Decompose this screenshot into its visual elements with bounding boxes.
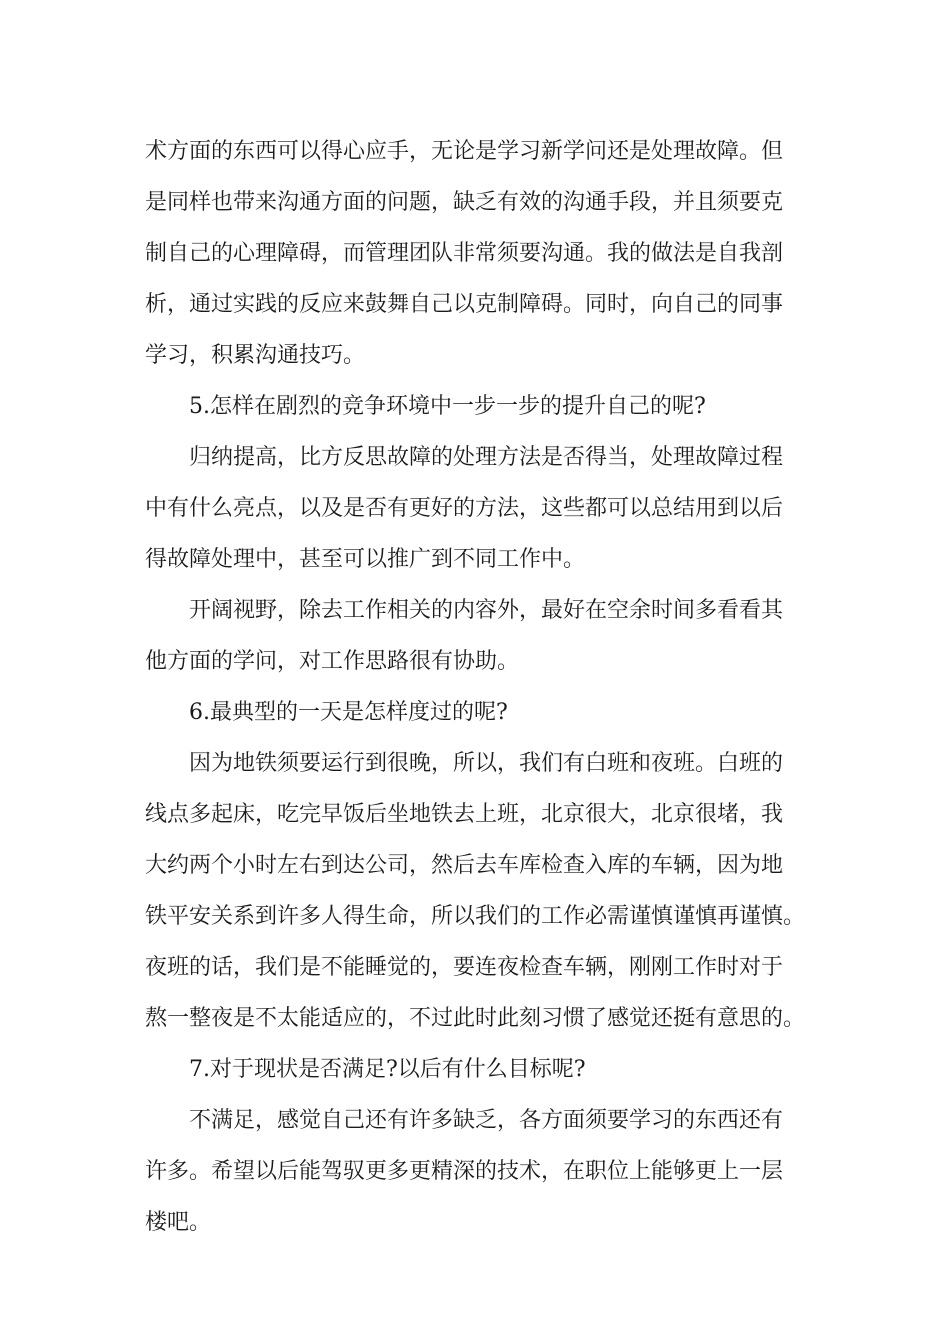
- text-line: 他方面的学问，对工作思路很有协助。: [145, 649, 520, 674]
- text-line: 术方面的东西可以得心应手，无论是学习新学问还是处理故障。但: [145, 139, 784, 164]
- answer-5-paragraph-2: [145, 585, 825, 687]
- text-line: 制自己的心理障碍，而管理团队非常须要沟通。我的做法是自我剖: [145, 241, 784, 266]
- text-line: 熬一整夜是不太能适应的，不过此时此刻习惯了感觉还挺有意思的。: [145, 1006, 806, 1031]
- text-line: 线点多起床，吃完早饭后坐地铁去上班，北京很大，北京很堵，我: [145, 802, 784, 827]
- paragraph-intro-continuation: [145, 126, 825, 381]
- text-line: 开阔视野，除去工作相关的内容外，最好在空余时间多看看其: [189, 598, 784, 623]
- text-line: 因为地铁须要运行到很晚，所以，我们有白班和夜班。白班的: [189, 751, 784, 776]
- answer-6-paragraph: [145, 738, 825, 1044]
- text-line: 夜班的话，我们是不能睡觉的，要连夜检查车辆，刚刚工作时对于: [145, 955, 784, 980]
- text-line: 大约两个小时左右到达公司，然后去车库检查入库的车辆，因为地: [145, 853, 784, 878]
- answer-7-paragraph: [145, 1095, 825, 1248]
- text-line: 7.对于现状是否满足?以后有什么目标呢?: [189, 1057, 586, 1082]
- text-line: 不满足，感觉自己还有许多缺乏，各方面须要学习的东西还有: [189, 1108, 784, 1133]
- question-5-heading: [145, 381, 825, 432]
- text-line: 5.怎样在剧烈的竞争环境中一步一步的提升自己的呢?: [189, 394, 706, 419]
- question-7-heading: [145, 1044, 825, 1095]
- question-6-heading: [145, 687, 825, 738]
- document-body: [145, 126, 825, 1248]
- text-line: 许多。希望以后能驾驭更多更精深的技术，在职位上能够更上一层: [145, 1159, 784, 1184]
- text-line: 铁平安关系到许多人得生命，所以我们的工作必需谨慎谨慎再谨慎。: [145, 904, 806, 929]
- text-line: 6.最典型的一天是怎样度过的呢?: [189, 700, 508, 725]
- text-line: 楼吧。: [145, 1210, 212, 1235]
- text-line: 得故障处理中，甚至可以推广到不同工作中。: [145, 547, 586, 572]
- text-line: 学习，积累沟通技巧。: [145, 343, 366, 368]
- text-line: 中有什么亮点，以及是否有更好的方法，这些都可以总结用到以后: [145, 496, 784, 521]
- answer-5-paragraph-1: [145, 432, 825, 585]
- text-line: 析，通过实践的反应来鼓舞自己以克制障碍。同时，向自己的同事: [145, 292, 784, 317]
- text-line: 是同样也带来沟通方面的问题，缺乏有效的沟通手段，并且须要克: [145, 190, 784, 215]
- text-line: 归纳提高，比方反思故障的处理方法是否得当，处理故障过程: [189, 445, 784, 470]
